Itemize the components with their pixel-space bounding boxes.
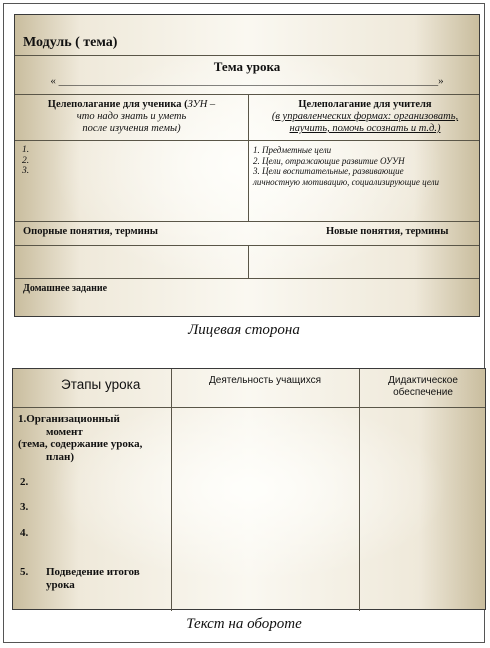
stage-5-number: 5. [20, 566, 29, 578]
divider [13, 407, 485, 408]
column-divider [248, 245, 249, 278]
student-goals-list: 1. 2. 3. [22, 145, 30, 176]
divider [15, 140, 479, 141]
module-title: Модуль ( тема) [23, 35, 118, 50]
teacher-goals-header: Целеполагание для учителя (в управленческих формах: организовать, научить, помочь осознать и т.д.) [271, 99, 459, 134]
column-divider [248, 94, 249, 221]
divider [15, 245, 479, 246]
teacher-goals-list: 1. Предметные цели 2. Цели, отражающие развитие ОУУН 3. Цели воспитательные, развивающие личностную мотивацию, социализирующие цели [253, 145, 440, 187]
topic-line: « _____________________________________________________________________» [50, 75, 444, 87]
back-caption: Текст на обороте [186, 616, 302, 632]
student-activity-header: Деятельность учащихся [208, 375, 322, 386]
homework-label: Домашнее задание [23, 283, 108, 294]
didactic-support-header: Дидактическое обеспечение [388, 375, 458, 398]
stage-3: 3. [20, 501, 29, 513]
column-divider [359, 369, 360, 611]
page-frame [3, 3, 485, 643]
divider [15, 221, 479, 222]
lesson-stages-header: Этапы урока [61, 377, 141, 392]
basic-terms-label: Опорные понятия, термины [23, 226, 158, 237]
stage-2: 2. [20, 476, 29, 488]
new-terms-label: Новые понятия, термины [326, 226, 449, 237]
column-divider [171, 369, 172, 611]
stage-4: 4. [20, 527, 29, 539]
divider [15, 55, 479, 56]
lesson-topic-title: Тема урока [213, 59, 281, 74]
front-side-card [14, 14, 480, 317]
divider [15, 94, 479, 95]
stage-organizational: 1.Организационный момент (тема, содержание урока, план) [18, 413, 143, 463]
divider [15, 278, 479, 279]
front-caption: Лицевая сторона [188, 322, 300, 338]
back-side-card [12, 368, 486, 610]
student-goals-header: Целеполагание для ученика (ЗУН – что надо знать и уметь после изучения темы) [47, 99, 216, 134]
stage-5-summary: Подведение итогов урока [46, 566, 140, 591]
